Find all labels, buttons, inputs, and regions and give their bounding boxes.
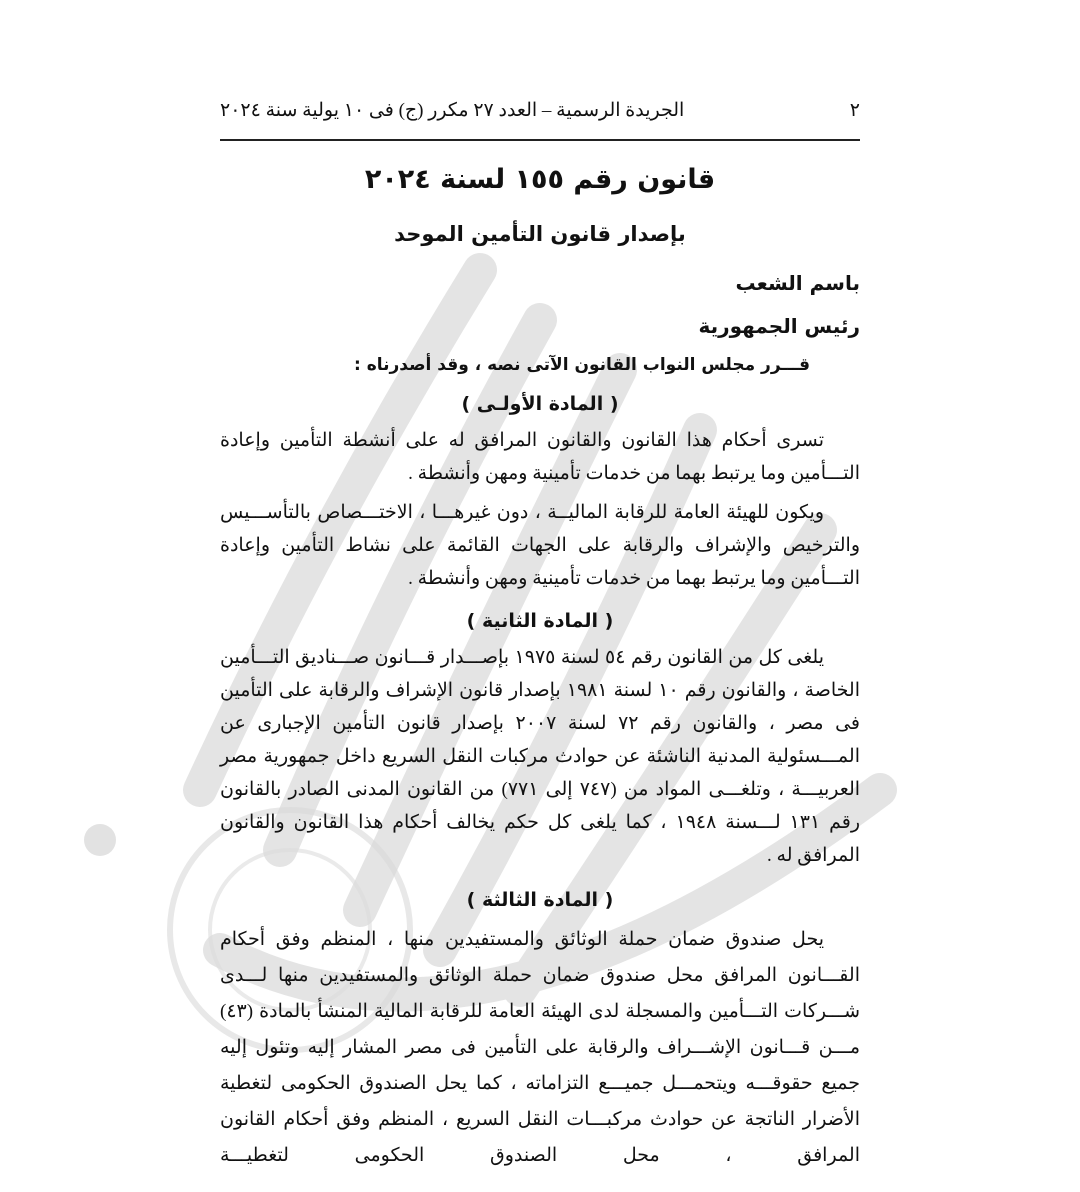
- president-line: رئيس الجمهورية: [698, 314, 860, 338]
- article-3-heading: ( المادة الثالثة ): [466, 889, 614, 911]
- page-number: ٢: [849, 99, 860, 121]
- article-2-paragraph-1: يلغى كل من القانون رقم ٥٤ لسنة ١٩٧٥ بإصـــدار قـــانون صـــناديق التـــأمين الخاصة ، والقانون رقم ١٠ لسنة ١٩٨١ بإصدار قانون الإشراف والرقابة على التأمين فى مصر ، والقانون رقم ٧٢ لسنة ٢٠٠٧ بإصدار قانون التأمين الإجبارى عن المـــسئولية المدنية الناشئة عن حوادث مركبات النقل السريع داخل جمهورية مصر العربيـــة ، وتلغـــى المواد من (٧٤٧ إلى ٧٧١) من القانون المدنى الصادر بالقانون رقم ١٣١ لـــسنة ١٩٤٨ ، كما يلغى كل حكم يخالف أحكام هذا القانون والقانون المرافق له .: [220, 647, 861, 866]
- law-body: [220, 260, 860, 1180]
- article-2-heading: ( المادة الثانية ): [466, 610, 614, 632]
- intro-line: قـــرر مجلس النواب القانون الآتى نصه ، وقد أصدرناه :: [354, 355, 810, 375]
- article-1-paragraph-2: ويكون للهيئة العامة للرقابة الماليــة ، دون غيرهـــا ، الاختـــصاص بالتأســـيس والترخيص والإشراف والرقابة على الجهات القائمة على نشاط التأمين وإعادة التـــأمين وما يرتبط بهما من خدمات تأمينية ومهن وأنشطة .: [220, 502, 860, 589]
- law-title: قانون رقم ١٥٥ لسنة ٢٠٢٤: [364, 164, 716, 195]
- page-header: [220, 92, 860, 128]
- article-1-paragraph-1: تسرى أحكام هذا القانون والقانون المرافق له على أنشطة التأمين وإعادة التـــأمين وما يرتبط بهما من خدمات تأمينية ومهن وأنشطة .: [220, 430, 860, 484]
- article-3-paragraph-1: يحل صندوق ضمان حملة الوثائق والمستفيدين منها ، المنظم وفق أحكام القـــانون المرافق محل صندوق ضمان حملة الوثائق والمستفيدين منها لـــدى شـــركات التـــأمين والمسجلة لدى الهيئة العامة للرقابة المالية المنشأ بالمادة (٤٣) مـــن قـــانون الإشـــراف والرقابة على التأمين فى مصر المشار إليه وتئول إليه جميع حقوقـــه ويتحمـــل جميـــع التزاماته ، كما يحل الصندوق الحكومى لتغطية الأضرار الناتجة عن حوادث مركبـــات النقل السريع ، المنظم وفق أحكام القانون المرافق ، محل الصندوق الحكومى لتغطيـــة: [220, 929, 860, 1166]
- article-1-heading: ( المادة الأولـى ): [461, 393, 619, 415]
- in-name-of-people: باسم الشعب: [735, 271, 860, 295]
- gazette-issue-line: الجريدة الرسمية – العدد ٢٧ مكرر (ج) فى ١٠ يولية سنة ٢٠٢٤: [220, 99, 685, 121]
- law-subtitle: بإصدار قانون التأمين الموحد: [394, 222, 686, 246]
- header-divider: [220, 139, 860, 141]
